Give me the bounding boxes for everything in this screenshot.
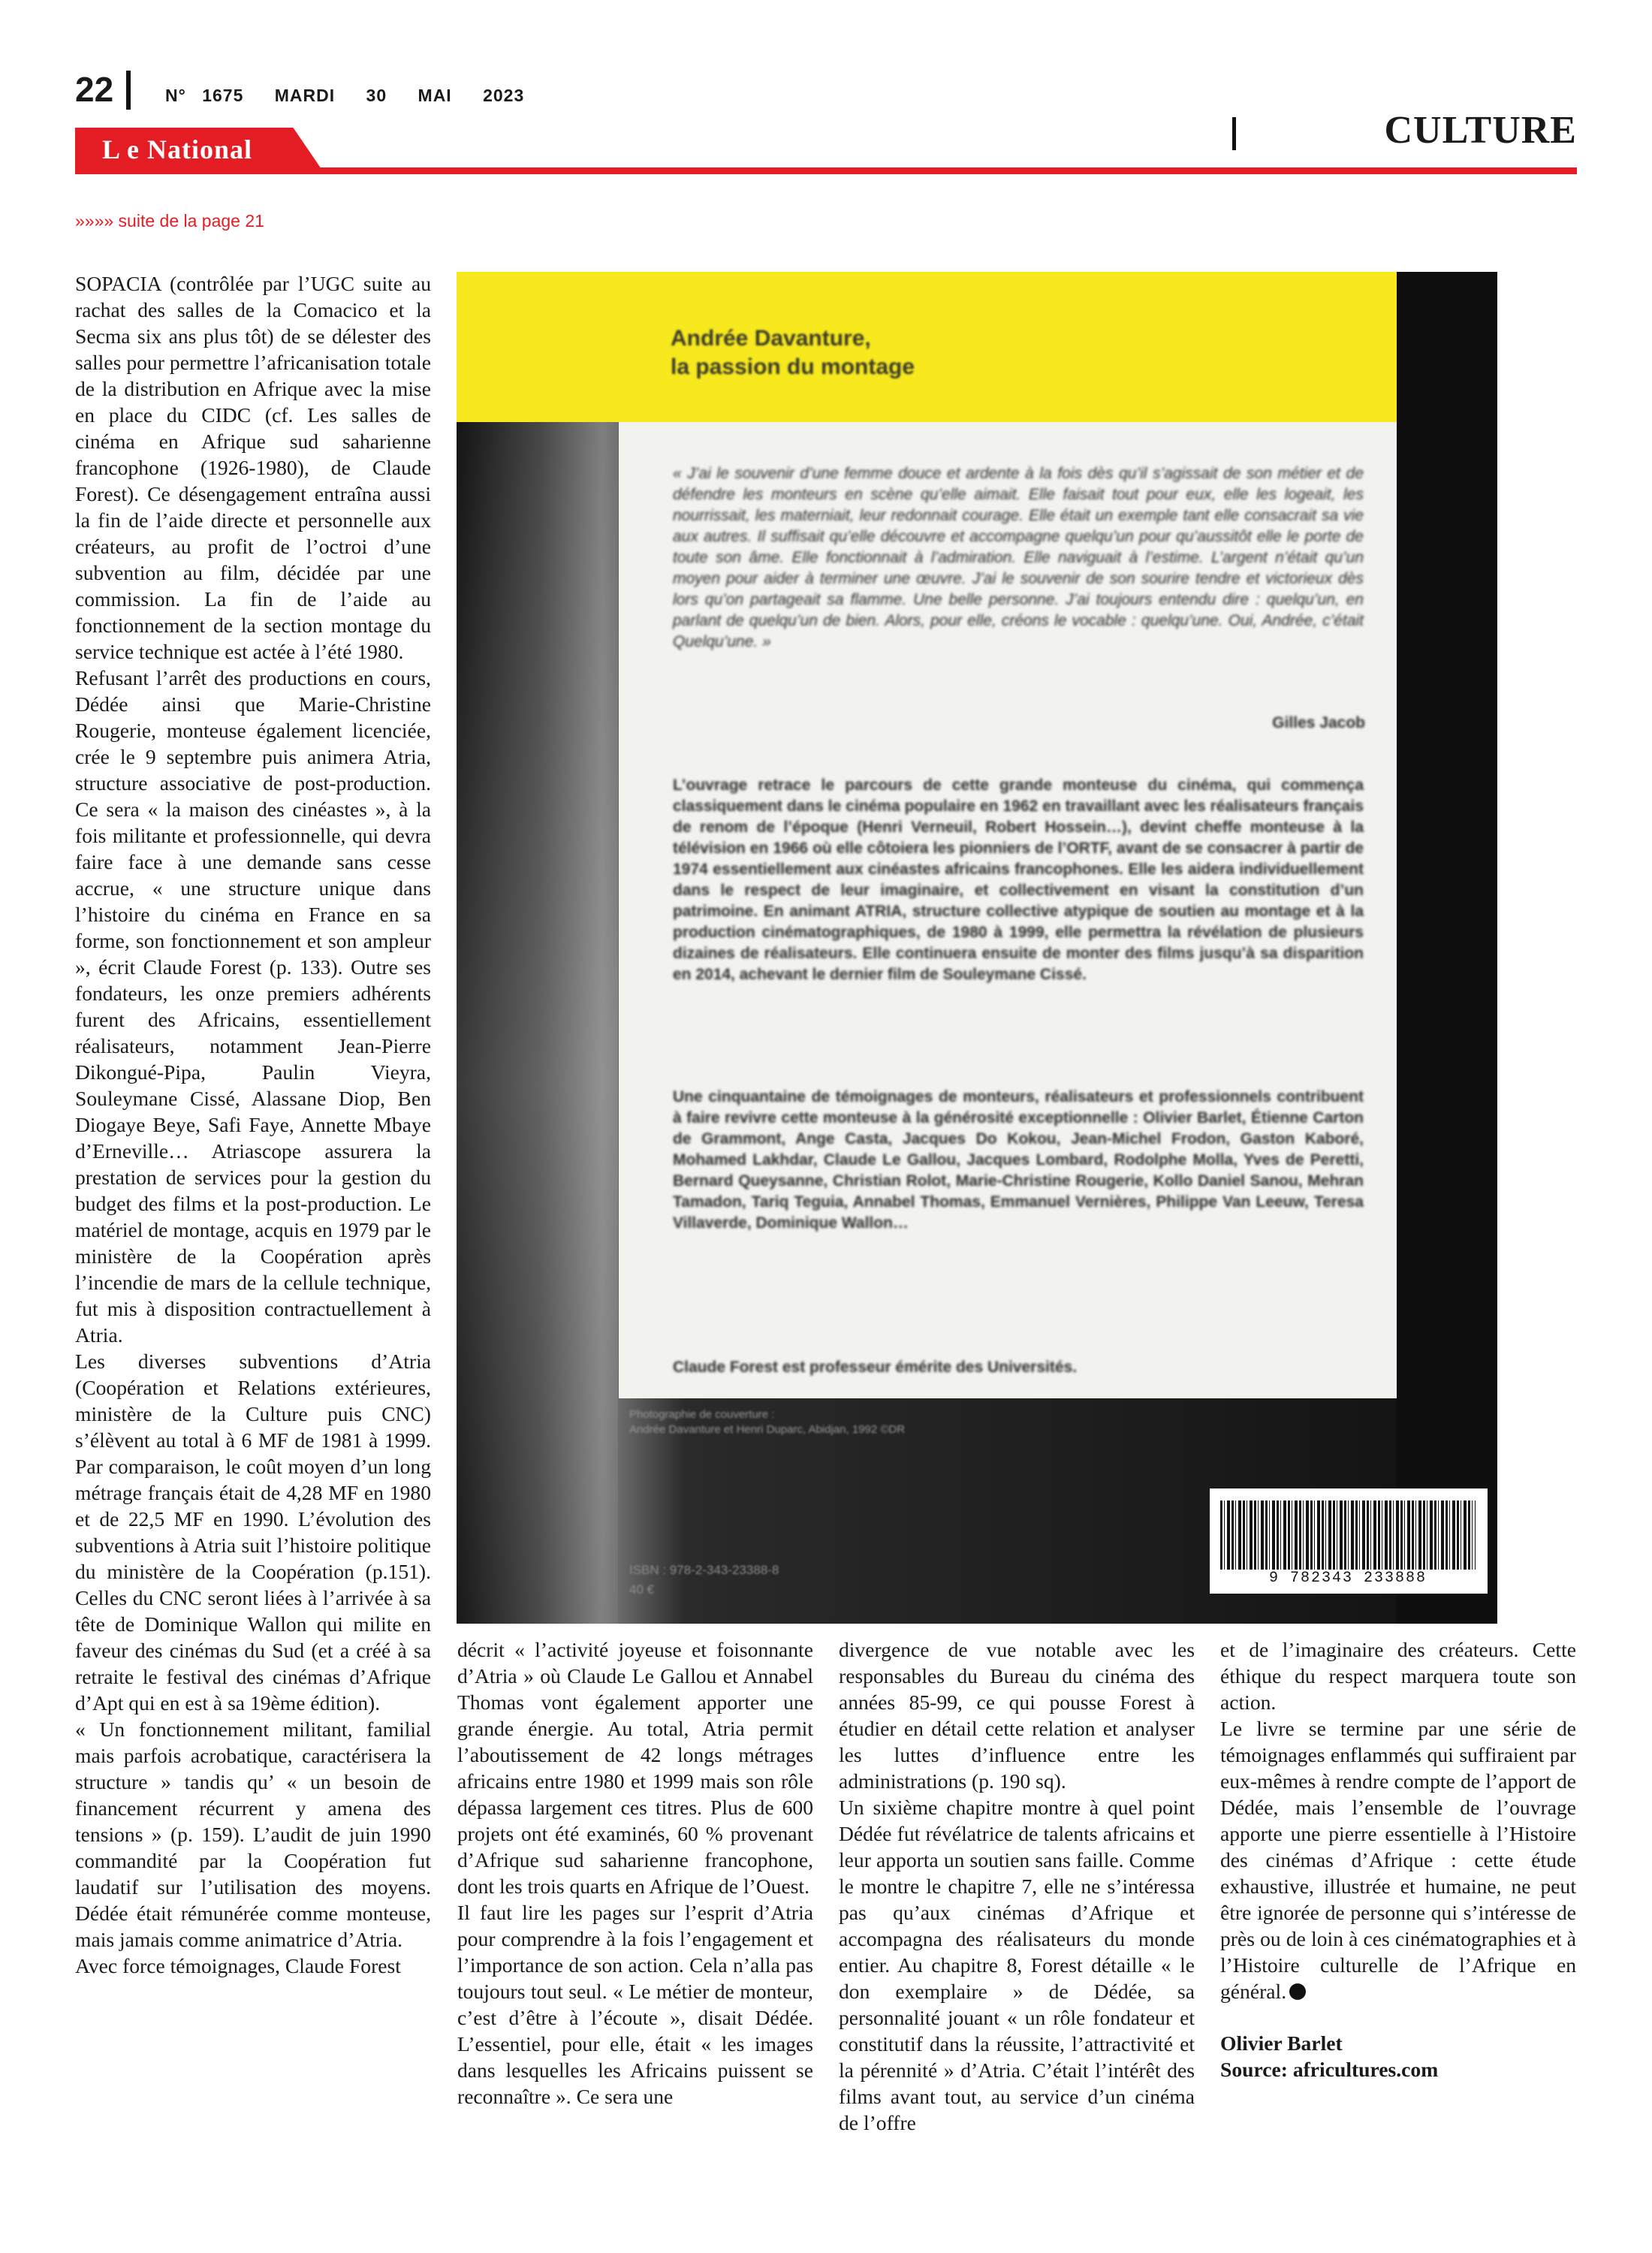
issue-number: N° 1675 [165,86,244,105]
issue-month: MAI [418,86,452,105]
byline [1220,2030,1576,2083]
paragraph: divergence de vue notable avec les responsables du Bureau du cinéma des années 85-99, ce qui pousse Forest à étudier en détail cette relation et analyser les luttes d’influence entre les administrations (p. 190 sq). [839,1638,1195,1793]
paragraph: décrit « l’activité joyeuse et foisonnante d’Atria » où Claude Le Gallou et Annabel Thomas vont également apporter une grande énergie. Au total, Atria permit l’aboutissement de 42 longs métrages africains entre 1980 et 1999 mais son rôle dépassa largement ces titres. Plus de 600 projets ont été examinés, 60 % provenant d’Afrique sud saharienne francophone, dont les trois quarts en Afrique de l’Ouest. [457,1638,813,1898]
page-number: 22 [75,70,114,109]
newspaper-brand: L e National [102,134,253,164]
issue-line [165,86,539,106]
paragraph: SOPACIA (contrôlée par l’UGC suite au rachat des salles de la Comacico et la Secma six ans plus tôt) de se délester des salles pour permettre l’africanisation totale de la distribution en Afrique avec la mise en place du CIDC (cf. Les salles de cinéma en Afrique sud saharienne francophone (1926-1980), de Claude Forest). Ce désengagement entraîna aussi la fin de l’aide directe et personnelle aux créateurs, au profit de l’octroi d’une subvention au film, décidée par une commission. La fin de l’aide au fonctionnement de la section montage du service technique est actée à l’été 1980. [75,272,431,663]
cover-credit-line-1: Photographie de couverture : [629,1408,775,1421]
cover-gradient [457,272,618,1624]
article-column-1 [75,270,431,1979]
article-column-3 [839,1636,1195,2136]
paragraph: Il faut lire les pages sur l’esprit d’Atria pour comprendre à la fois l’engagement et l’importance de son action. Cela n’alla pas toujours tout seul. « Le métier de monteur, c’est d’être à l’écoute », disait Dédée. L’essentiel, pour elle, était « les images dans lesquelles les Africains puissent se reconnaître ». Ce sera une [457,1901,813,2108]
article-source: Source: africultures.com [1220,2058,1439,2081]
end-of-article-icon [1289,1983,1306,2000]
section-title: CULTURE [1384,109,1577,152]
cover-isbn: ISBN : 978-2-343-23388-8 [629,1563,779,1577]
cover-dark-band [1396,272,1497,1624]
cover-credit-line-2: Andrée Davanture et Henri Duparc, Abidjan, 1992 ©DR [629,1423,906,1436]
cover-title-line-1: Andrée Davanture, [671,326,871,351]
barcode-number: 9 782343 233888 [1268,1570,1427,1587]
paragraph-text: Le livre se termine par une série de témoignages enflammés qui suffiraient par eux-mêmes à rendre compte de l’apport de Dédée, mais l’ensemble de l’ouvrage apporte une pierre essentielle à l’Histoire des cinémas d’Afrique : cette étude exhaustive, illustrée et humaine, ne peut être ignorée de personne qui s’intéresse de près ou de loin à ces cinématographies et à l’Histoire culturelle de l’Afrique en général. [1220,1717,1576,2003]
paragraph-last [1220,1715,1576,2004]
barcode-panel [1210,1488,1488,1594]
paragraph: Avec force témoignages, Claude Forest [75,1954,401,1977]
issue-day: MARDI [274,86,336,105]
paragraph: Refusant l’arrêt des productions en cours, Dédée ainsi que Marie-Christine Rougerie, monteuse également licenciée, crée le 9 septembre puis animera Atria, structure associative de post-production. Ce sera « la maison des cinéastes », à la fois militante et professionnelle, qui devra faire face à une demande sans cesse accrue, « une structure unique dans l’histoire du cinéma en France en sa forme, son fonctionnement et son ampleur », écrit Claude Forest (p. 133). Outre ses fondateurs, les onze premiers adhérents furent des Africains, essentiellement réalisateurs, notamment Jean-Pierre Dikongué-Pipa, Paulin Vieyra, Souleymane Cissé, Alassane Diop, Ben Diogaye Beye, Safi Faye, Annette Mbaye d’Erneville… Atriascope assurera la prestation de services pour la gestion du budget des films et la post-production. Le matériel de montage, acquis en 1979 par le ministère de la Coopération après l’incendie de mars de la cellule technique, fut mis à disposition contractuellement à Atria. [75,666,431,1347]
cover-quote: « J’ai le souvenir d’une femme douce et ardente à la fois dès qu’il s’agissait de son métier et de défendre les monteurs en scène qu’elle aimait. Elle faisait tout pour eux, elle les logeait, les nourrissait, les materniait, leur redonnait courage. Elle était un exemple tant elle consacrait sa vie aux autres. Il suffisait qu’elle découvre et accompagne quelqu’un pour qu’aussitôt elle le porte de toute son âme. Elle fonctionnait à l’admiration. Elle naviguait à l’estime. L’argent n’était qu’un moyen pour aider à terminer une œuvre. J’ai le souvenir de son sourire tendre et victorieux dès lors qu’on partageait sa flamme. Une belle personne. J’ai toujours entendu dire : quelqu’un, en parlant de quelqu’un de bien. Alors, pour elle, créons le vocable : quelqu’une. Oui, Andrée, c’était Quelqu’une. » [673,465,1364,650]
cover-quote-author: Gilles Jacob [1272,714,1365,731]
paragraph: Un sixième chapitre montre à quel point Dédée fut révélatrice de talents africains et leur apporta un soutien sans faille. Comme le montre le chapitre 7, elle ne s’intéressa pas qu’aux cinémas d’Afrique et accompagna des réalisateurs du monde entier. Au chapitre 8, Forest détaille « le don exemplaire » de Dédée, sa personnalité jouant « un rôle fondateur et constitutif dans la réussite, l’attractivité et la pérennité » d’Atria. C’était l’intérêt des films avant tout, au service d’un cinéma de l’offre [839,1796,1195,2134]
book-cover-image [457,272,1497,1624]
article-column-2 [457,1636,813,2110]
barcode-icon [1220,1500,1476,1570]
issue-year: 2023 [483,86,525,105]
article-column-4 [1220,1636,1576,2083]
page-number-divider [126,71,131,110]
cover-summary: L’ouvrage retrace le parcours de cette grande monteuse du cinéma, qui commença classiquement dans le cinéma populaire en 1962 en travaillant avec les réalisateurs français de renom de l’époque (Henri Verneuil, Robert Hossein…), devint cheffe monteuse à la télévision en 1966 où elle côtoiera les pionniers de l’ORTF, avant de se consacrer à partir de 1974 essentiellement aux cinéastes africains francophones. Elle les aidera individuellement dans le respect de leur imaginaire, et collectivement en visant la constitution d’un patrimoine. En animant ATRIA, structure collective atypique de soutien au montage et à la production cinématographiques, de 1980 à 1999, elle permettra la révélation de plusieurs dizaines de réalisateurs. Elle continuera ensuite de monter des films jusqu’à sa disparition en 2014, achevant le dernier film de Souleymane Cissé. [673,777,1364,983]
cover-price: 40 € [629,1582,655,1597]
cover-isbn-block [629,1561,779,1600]
paragraph: « Un fonctionnement militant, familial mais parfois acrobatique, caractérisera la structure » tandis qu’ « un besoin de financement récurrent y amena des tensions » (p. 159). L’audit de juin 1990 commandité par la Coopération fut laudatif sur l’utilisation des moyens. Dédée était rémunérée comme monteuse, mais jamais comme animatrice d’Atria. [75,1718,431,1951]
header-rule [75,167,1577,174]
cover-title [671,324,1196,382]
paragraph: et de l’imaginaire des créateurs. Cette éthique du respect marquera toute son action. [1220,1638,1576,1714]
cover-author-note: Claude Forest est professeur émérite des Universités. [673,1359,1078,1376]
issue-date-day: 30 [366,86,387,105]
cover-photo-credit [629,1407,960,1437]
paragraph: Les diverses subventions d’Atria (Coopération et Relations extérieures, ministère de la Culture puis CNC) s’élèvent au total à 6 MF de 1981 à 1999. Par comparaison, le coût moyen d’un long métrage français était de 4,28 MF en 1980 et de 22,5 MF en 1990. L’évolution des subventions à Atria suit l’histoire politique du ministère de la Coopération (p.151). Celles du CNC seront liées à l’arrivée à sa tête de Dominique Wallon qui milite en faveur des cinémas du Sud (et a créé à sa retraite le festival des cinémas d’Afrique d’Apt qui en est à sa 19ème édition). [75,1350,431,1715]
cover-witnesses: Une cinquantaine de témoignages de monteurs, réalisateurs et professionnels contribuent à faire revivre cette monteuse à la générosité exceptionnelle : Olivier Barlet, Étienne Carton de Grammont, Ange Casta, Jacques Do Kokou, Jean-Michel Frodon, Gaston Kaboré, Mohamed Lakhdar, Claude Le Gallou, Jacques Lombard, Rodolphe Molla, Yves de Peretti, Bernard Queysanne, Christian Rolot, Marie-Christine Rougerie, Kollo Daniel Sanou, Mehran Tamadon, Tariq Teguia, Annabel Thomas, Emmanuel Vernières, Philippe Van Leeuw, Teresa Villaverde, Dominique Wallon… [673,1088,1364,1232]
author-name: Olivier Barlet [1220,2031,1343,2055]
section-divider [1232,117,1236,150]
cover-title-line-2: la passion du montage [671,354,915,379]
continued-from: »»»» suite de la page 21 [75,211,264,231]
